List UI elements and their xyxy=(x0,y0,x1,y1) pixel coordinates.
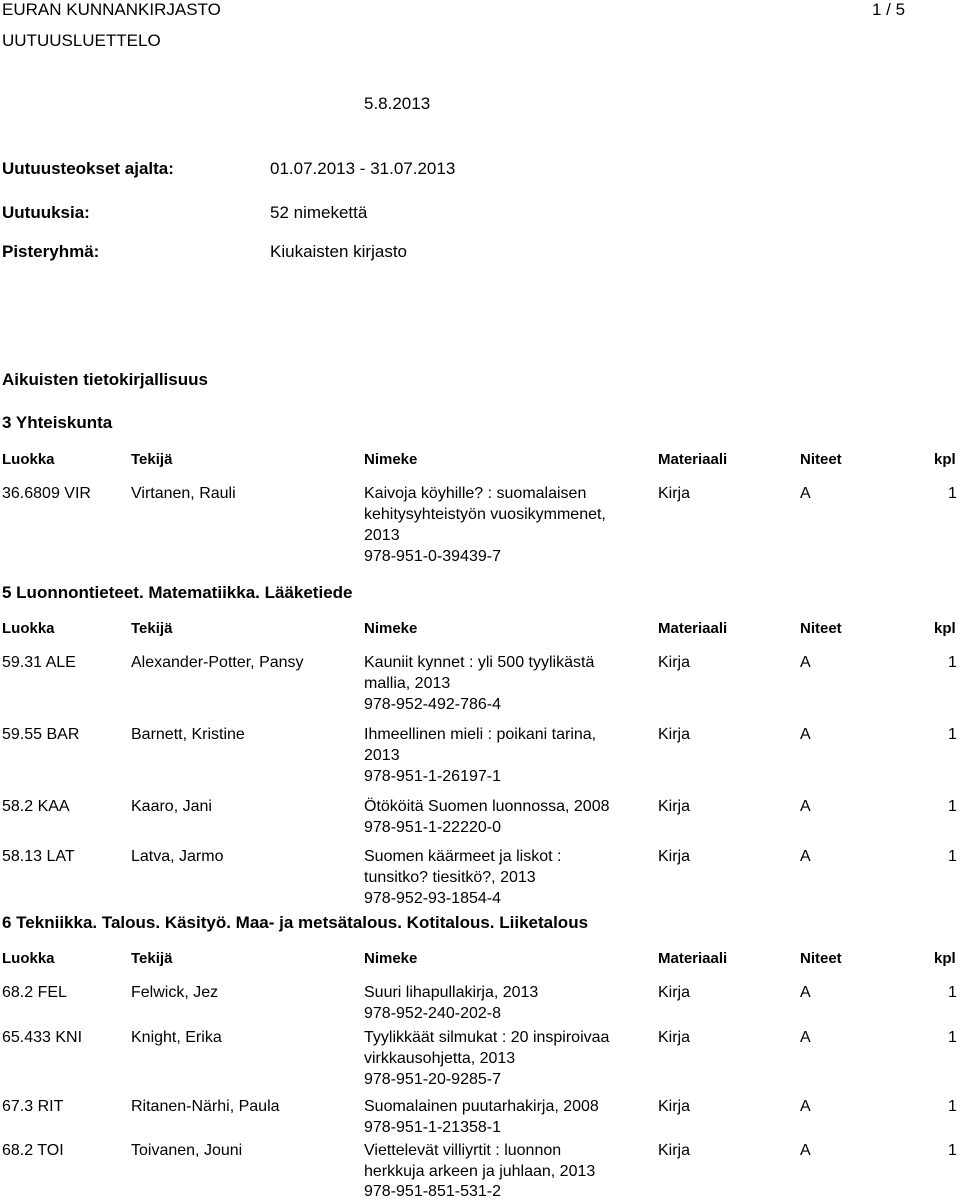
row-kpl: 1 xyxy=(948,1029,957,1046)
col-tekija: Tekijä xyxy=(131,451,173,468)
col-materiaali: Materiaali xyxy=(658,451,728,468)
row-isbn: 978-951-0-39439-7 xyxy=(364,548,501,565)
row-tekija: Kaaro, Jani xyxy=(131,798,212,815)
row-niteet: A xyxy=(800,1098,811,1115)
group-value: Kiukaisten kirjasto xyxy=(270,242,408,261)
row-kpl: 1 xyxy=(948,1098,957,1115)
row-luokka: 59.31 ALE xyxy=(2,654,76,671)
row-kpl: 1 xyxy=(948,848,957,865)
col-luokka: Luokka xyxy=(2,620,55,637)
col-tekija: Tekijä xyxy=(131,620,173,637)
row-kpl: 1 xyxy=(948,485,957,502)
row-niteet: A xyxy=(800,1029,811,1046)
row-isbn: 978-951-1-26197-1 xyxy=(364,768,501,785)
report-date: 5.8.2013 xyxy=(364,94,431,113)
row-nimeke: Suomen käärmeet ja liskot : tunsitko? tiesitkö?, 2013 xyxy=(364,848,562,886)
row-kpl: 1 xyxy=(948,726,957,743)
page-indicator: 1 / 5 xyxy=(872,0,906,19)
row-isbn: 978-952-93-1854-4 xyxy=(364,890,501,907)
category-title: Aikuisten tietokirjallisuus xyxy=(2,370,208,389)
col-niteet: Niteet xyxy=(800,950,842,967)
row-niteet: A xyxy=(800,1142,811,1159)
row-nimeke: Kauniit kynnet : yli 500 tyylikästä mallia, 2013 xyxy=(364,654,595,692)
row-materiaali: Kirja xyxy=(658,654,691,671)
col-kpl: kpl xyxy=(934,950,956,967)
row-tekija: Alexander-Potter, Pansy xyxy=(131,654,304,671)
col-materiaali: Materiaali xyxy=(658,620,728,637)
row-tekija: Knight, Erika xyxy=(131,1029,222,1046)
row-nimeke: Viettelevät villiyrtit : luonnon herkkuja arkeen ja juhlaan, 2013 xyxy=(364,1142,596,1180)
row-luokka: 67.3 RIT xyxy=(2,1098,64,1115)
row-isbn: 978-951-851-531-2 xyxy=(364,1183,501,1200)
row-isbn: 978-951-20-9285-7 xyxy=(364,1071,501,1088)
row-materiaali: Kirja xyxy=(658,984,691,1001)
col-niteet: Niteet xyxy=(800,451,842,468)
row-isbn: 978-951-1-21358-1 xyxy=(364,1119,501,1136)
library-name: EURAN KUNNANKIRJASTO xyxy=(2,0,221,19)
row-luokka: 68.2 FEL xyxy=(2,984,67,1001)
row-materiaali: Kirja xyxy=(658,1142,691,1159)
row-materiaali: Kirja xyxy=(658,798,691,815)
row-materiaali: Kirja xyxy=(658,1029,691,1046)
row-luokka: 68.2 TOI xyxy=(2,1142,64,1159)
group-label: Pisteryhmä: xyxy=(2,242,100,261)
row-luokka: 58.13 LAT xyxy=(2,848,75,865)
row-nimeke: Tyylikkäät silmukat : 20 inspiroivaa virkkausohjetta, 2013 xyxy=(364,1029,610,1067)
row-luokka: 65.433 KNI xyxy=(2,1029,83,1046)
col-tekija: Tekijä xyxy=(131,950,173,967)
col-luokka: Luokka xyxy=(2,950,55,967)
row-materiaali: Kirja xyxy=(658,726,691,743)
count-value: 52 nimekettä xyxy=(270,203,368,222)
period-value: 01.07.2013 - 31.07.2013 xyxy=(270,159,456,178)
row-nimeke: Suuri lihapullakirja, 2013 xyxy=(364,984,539,1001)
row-niteet: A xyxy=(800,726,811,743)
row-niteet: A xyxy=(800,798,811,815)
col-nimeke: Nimeke xyxy=(364,620,418,637)
row-luokka: 59.55 BAR xyxy=(2,726,80,743)
section-title: 5 Luonnontieteet. Matematiikka. Lääketiede xyxy=(2,583,353,602)
section-title: 3 Yhteiskunta xyxy=(2,413,113,432)
row-materiaali: Kirja xyxy=(658,485,691,502)
row-materiaali: Kirja xyxy=(658,848,691,865)
count-label: Uutuuksia: xyxy=(2,203,90,222)
row-isbn: 978-952-492-786-4 xyxy=(364,696,501,713)
col-nimeke: Nimeke xyxy=(364,451,418,468)
row-tekija: Barnett, Kristine xyxy=(131,726,245,743)
row-kpl: 1 xyxy=(948,654,957,671)
list-title: UUTUUSLUETTELO xyxy=(2,31,161,50)
row-kpl: 1 xyxy=(948,984,957,1001)
row-niteet: A xyxy=(800,848,811,865)
row-niteet: A xyxy=(800,984,811,1001)
col-kpl: kpl xyxy=(934,620,956,637)
row-isbn: 978-951-1-22220-0 xyxy=(364,819,501,836)
row-nimeke: Ihmeellinen mieli : poikani tarina, 2013 xyxy=(364,726,597,764)
row-kpl: 1 xyxy=(948,798,957,815)
row-tekija: Toivanen, Jouni xyxy=(131,1142,243,1159)
row-tekija: Latva, Jarmo xyxy=(131,848,224,865)
row-nimeke: Ötököitä Suomen luonnossa, 2008 xyxy=(364,798,610,815)
row-nimeke: Kaivoja köyhille? : suomalaisen kehitysyhteistyön vuosikymmenet, 2013 xyxy=(364,485,606,544)
col-nimeke: Nimeke xyxy=(364,950,418,967)
row-luokka: 36.6809 VIR xyxy=(2,485,91,502)
row-tekija: Felwick, Jez xyxy=(131,984,219,1001)
row-luokka: 58.2 KAA xyxy=(2,798,70,815)
row-isbn: 978-952-240-202-8 xyxy=(364,1005,501,1022)
col-materiaali: Materiaali xyxy=(658,950,728,967)
row-nimeke: Suomalainen puutarhakirja, 2008 xyxy=(364,1098,599,1115)
row-niteet: A xyxy=(800,485,811,502)
section-title: 6 Tekniikka. Talous. Käsityö. Maa- ja metsätalous. Kotitalous. Liiketalous xyxy=(2,913,589,932)
row-materiaali: Kirja xyxy=(658,1098,691,1115)
col-kpl: kpl xyxy=(934,451,956,468)
period-label: Uutuusteokset ajalta: xyxy=(2,159,174,178)
row-kpl: 1 xyxy=(948,1142,957,1159)
row-tekija: Virtanen, Rauli xyxy=(131,485,236,502)
col-luokka: Luokka xyxy=(2,451,55,468)
row-tekija: Ritanen-Närhi, Paula xyxy=(131,1098,280,1115)
row-niteet: A xyxy=(800,654,811,671)
col-niteet: Niteet xyxy=(800,620,842,637)
